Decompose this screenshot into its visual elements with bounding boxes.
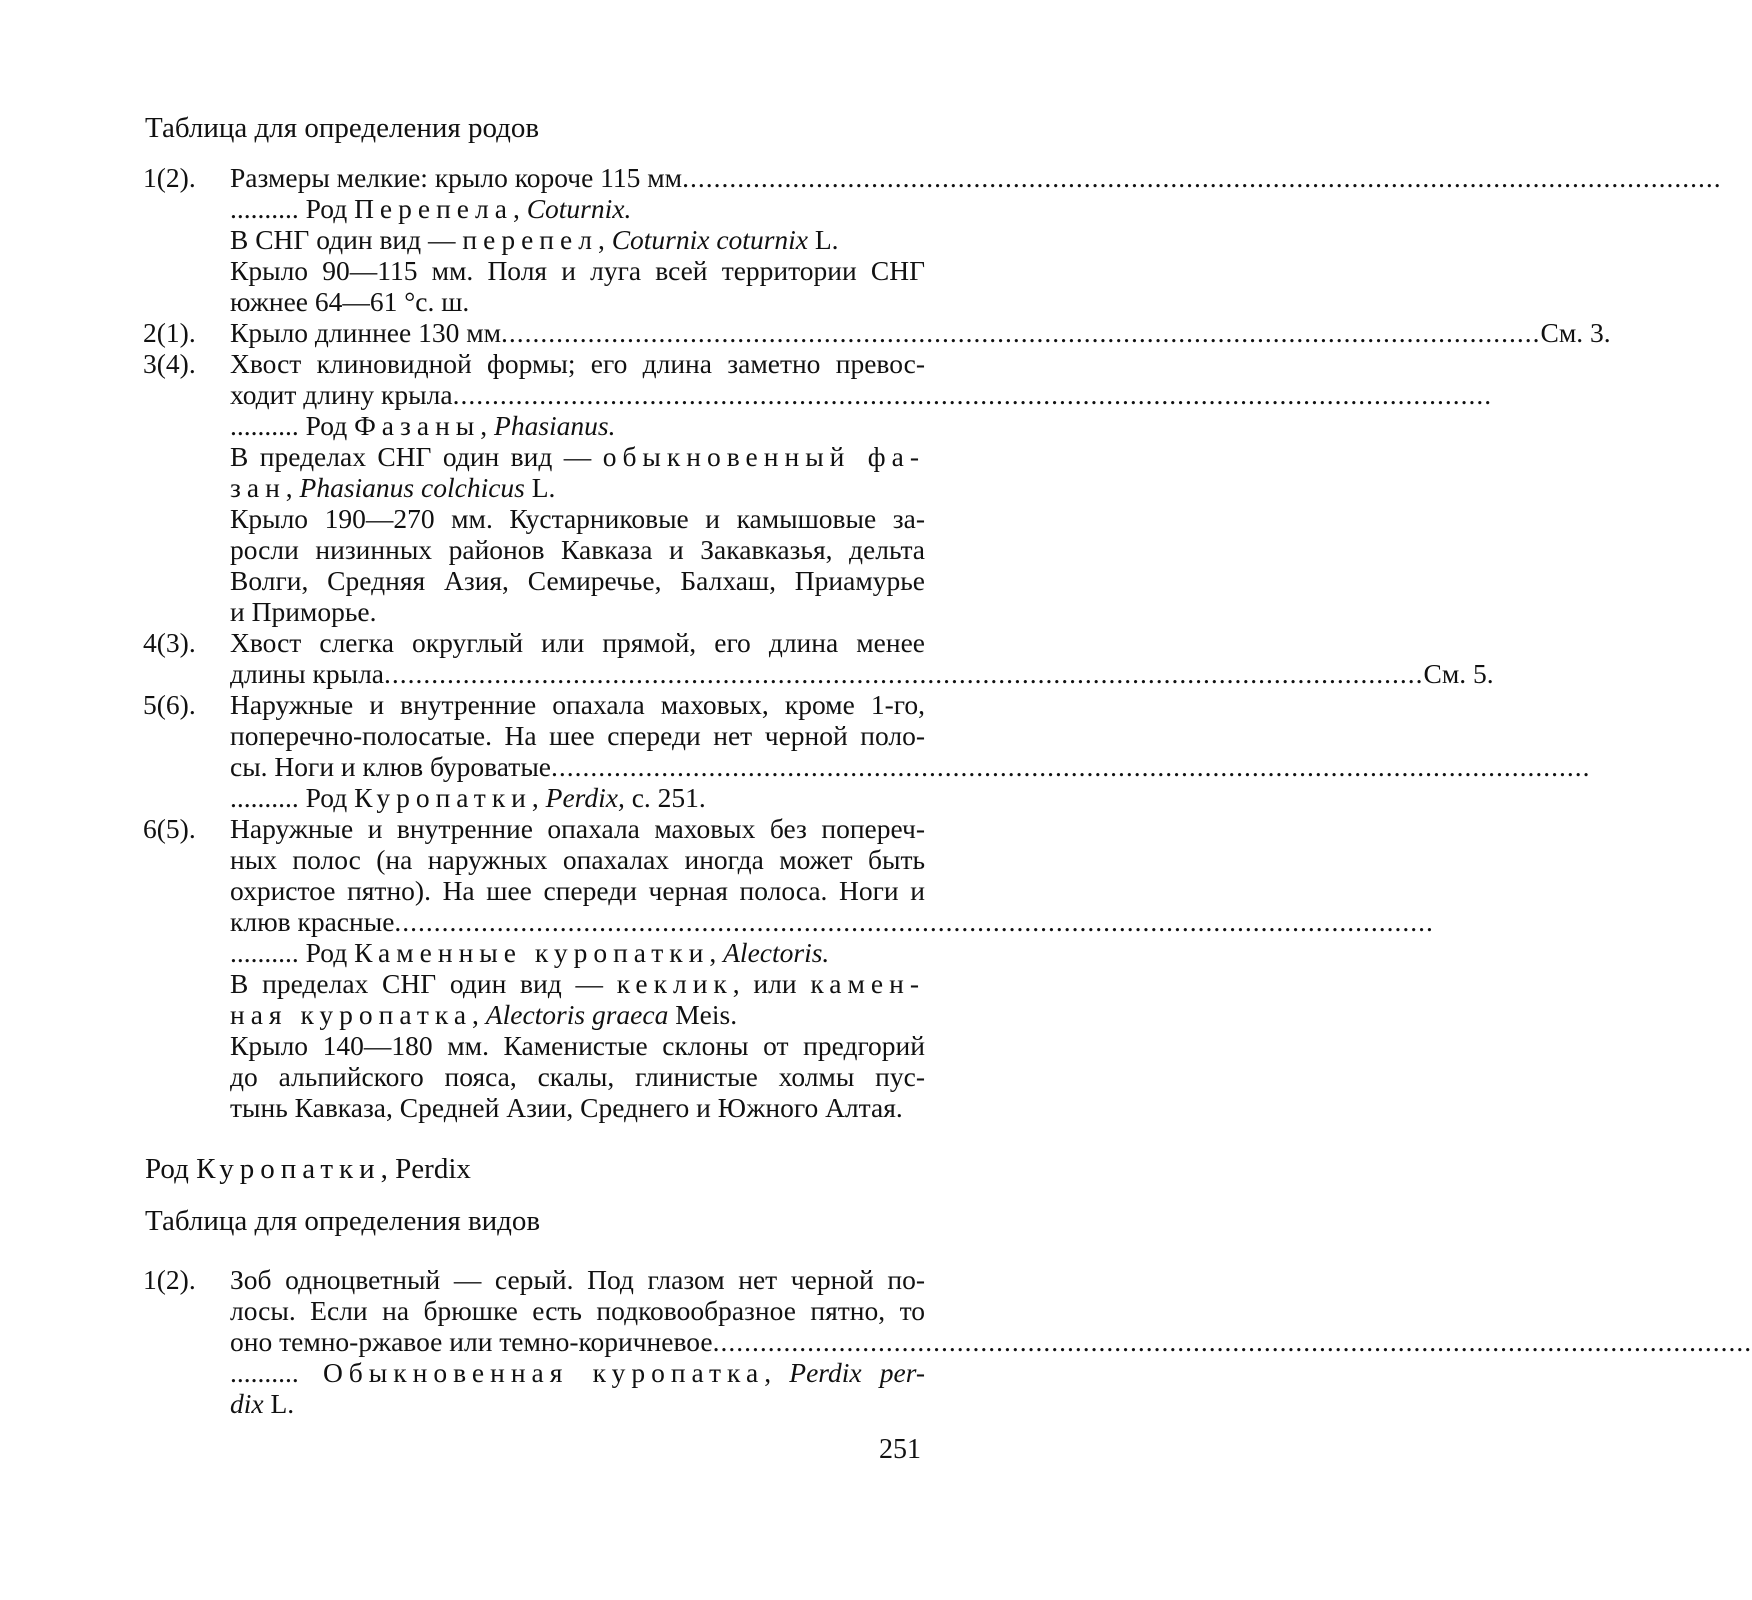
key-line-genus-result xyxy=(230,193,631,225)
heading-text: Род xyxy=(145,1153,197,1185)
key-line: поперечно-полосатые. На шее спереди нет черной поло- xyxy=(230,720,925,751)
key-line: Хвост клиновидной формы; его длина заметно превос- xyxy=(230,348,925,379)
couplet-number: 2(1). xyxy=(143,317,196,348)
latin-name: Perdix per- xyxy=(789,1357,925,1388)
key-text: , xyxy=(472,999,486,1030)
key-text: Род xyxy=(298,937,355,968)
key-line: и Приморье. xyxy=(230,596,377,627)
key-line: Волги, Средняя Азия, Семиречье, Балхаш, Приамурье xyxy=(230,565,925,596)
key-line: Крыло 90—115 мм. Поля и луга всей территории СНГ xyxy=(230,255,925,286)
dot-leader: .................................................................................................................................... xyxy=(682,162,1722,193)
key-text: ходит длину крыла xyxy=(230,379,453,410)
key-line: росли низинных районов Кавказа и Закавказья, дельта xyxy=(230,534,925,565)
key-line: Хвост слегка округлый или прямой, его длина менее xyxy=(230,627,925,658)
key-line: охристое пятно). На шее спереди черная полоса. Ноги и xyxy=(230,875,925,906)
key-line-species-result xyxy=(230,1357,925,1389)
key-text: клюв красные xyxy=(230,906,395,937)
key-line xyxy=(230,1388,294,1420)
dot-leader: .................................................................................................................................... xyxy=(384,658,1424,689)
cross-reference: См. 3. xyxy=(1540,317,1611,348)
species-name: перепел xyxy=(462,224,598,255)
key-line: Зоб одноцветный — серый. Под глазом нет черной по- xyxy=(230,1264,925,1295)
latin-name: Alectoris. xyxy=(723,937,830,968)
latin-name: Perdix, xyxy=(545,782,625,813)
author: Meis. xyxy=(668,999,738,1030)
dot-leader: .......... xyxy=(230,193,299,224)
dot-leader: .......... xyxy=(230,937,299,968)
key-text: Род xyxy=(298,782,355,813)
key-text: , xyxy=(764,1357,790,1388)
key-text: В пределах СНГ один вид — xyxy=(230,441,603,472)
key-text: , xyxy=(597,224,612,255)
key-line: Крыло 140—180 мм. Каменистые склоны от предгорий xyxy=(230,1030,925,1061)
genus-heading xyxy=(145,1153,471,1186)
species-name: обыкновенный фа- xyxy=(602,441,925,472)
couplet-number: 4(3). xyxy=(143,627,196,658)
key-line: ных полос (на наружных опахалах иногда может быть xyxy=(230,844,925,875)
key-text: В пределах СНГ один вид — xyxy=(230,968,617,999)
dot-leader: .......... xyxy=(230,410,299,441)
key-text: В СНГ один вид — xyxy=(230,224,463,255)
dot-leader: .................................................................................................................................... xyxy=(394,906,1434,937)
key-line: до альпийского пояса, скалы, глинистые холмы пус- xyxy=(230,1061,925,1092)
latin-name: Coturnix. xyxy=(526,193,632,224)
species-name: кеклик xyxy=(616,968,733,999)
key-line xyxy=(230,751,1591,783)
cross-reference: См. 5. xyxy=(1423,658,1494,689)
key-line xyxy=(230,379,1493,411)
dot-leader: .................................................................................................................................... xyxy=(712,1326,1752,1357)
couplet-number: 1(2). xyxy=(143,1264,196,1295)
author: L. xyxy=(808,224,839,255)
dot-leader: .......... xyxy=(230,782,299,813)
key-text: Род xyxy=(298,410,355,441)
key-line xyxy=(230,999,737,1031)
key-line-genus-result xyxy=(230,782,706,814)
genera-key-heading: Таблица для определения родов xyxy=(145,112,540,144)
key-text: сы. Ноги и клюв буроватые xyxy=(230,751,552,782)
key-text: , xyxy=(531,782,546,813)
page-number: 251 xyxy=(879,1434,921,1465)
species-name: ная куропатка xyxy=(230,999,473,1030)
author: L. xyxy=(263,1388,295,1419)
key-line xyxy=(230,906,1434,938)
species-key-heading: Таблица для определения видов xyxy=(145,1205,541,1237)
key-line: лосы. Если на брюшке есть подковообразное пятно, то xyxy=(230,1295,925,1326)
couplet-number: 1(2). xyxy=(143,162,196,193)
key-line xyxy=(230,968,925,1000)
key-line: Крыло 190—270 мм. Кустарниковые и камышовые за- xyxy=(230,503,925,534)
couplet-number: 6(5). xyxy=(143,813,196,844)
species-name: зан xyxy=(230,472,286,503)
key-text: Размеры мелкие: крыло короче 115 мм xyxy=(230,162,683,193)
key-line xyxy=(230,162,1722,194)
couplet-number: 3(4). xyxy=(143,348,196,379)
dot-leader: .......... xyxy=(230,1357,299,1388)
key-line-genus-result xyxy=(230,410,615,442)
heading-text: , Perdix xyxy=(380,1153,471,1185)
dot-leader: .................................................................................................................................... xyxy=(551,751,1591,782)
dot-leader: .................................................................................................................................... xyxy=(501,317,1541,348)
author: L. xyxy=(524,472,556,503)
genus-name: Фазаны xyxy=(354,410,481,441)
latin-name: Phasianus. xyxy=(494,410,616,441)
key-line: южнее 64—61 °с. ш. xyxy=(230,286,470,317)
latin-name: Phasianus colchicus xyxy=(299,472,525,503)
key-line: Наружные и внутренние опахала маховых, кроме 1-го, xyxy=(230,689,925,720)
latin-name: dix xyxy=(230,1388,264,1419)
key-text: , xyxy=(480,410,495,441)
key-line: Наружные и внутренние опахала маховых без попереч- xyxy=(230,813,925,844)
species-name: камен- xyxy=(810,968,925,999)
key-text: , xyxy=(709,937,724,968)
key-line xyxy=(230,224,839,256)
page-reference: с. 251. xyxy=(624,782,706,813)
key-line-genus-result xyxy=(230,937,829,969)
key-text: , или xyxy=(732,968,811,999)
genus-name: Перепела xyxy=(354,193,513,224)
latin-name: Alectoris graeca xyxy=(485,999,669,1030)
key-text: Крыло длиннее 130 мм xyxy=(230,317,501,348)
key-text: длины крыла xyxy=(230,658,385,689)
species-name: Обыкновенная куропатка xyxy=(298,1357,765,1388)
dot-leader: .................................................................................................................................... xyxy=(452,379,1493,410)
key-text: оно темно-ржавое или темно-коричневое xyxy=(230,1326,713,1357)
genus-name: Куропатки xyxy=(196,1153,381,1185)
couplet-number: 5(6). xyxy=(143,689,196,720)
key-line xyxy=(230,441,925,473)
key-text: , xyxy=(512,193,527,224)
key-line: тынь Кавказа, Средней Азии, Среднего и Южного Алтая. xyxy=(230,1092,903,1123)
key-line xyxy=(230,317,1611,349)
key-line xyxy=(230,472,555,504)
latin-name: Coturnix coturnix xyxy=(611,224,808,255)
key-line xyxy=(230,658,1494,690)
genus-name: Куропатки xyxy=(354,782,532,813)
key-text: Род xyxy=(298,193,355,224)
genus-name: Каменные куропатки xyxy=(354,937,710,968)
key-line xyxy=(230,1326,1752,1358)
key-text: , xyxy=(285,472,300,503)
